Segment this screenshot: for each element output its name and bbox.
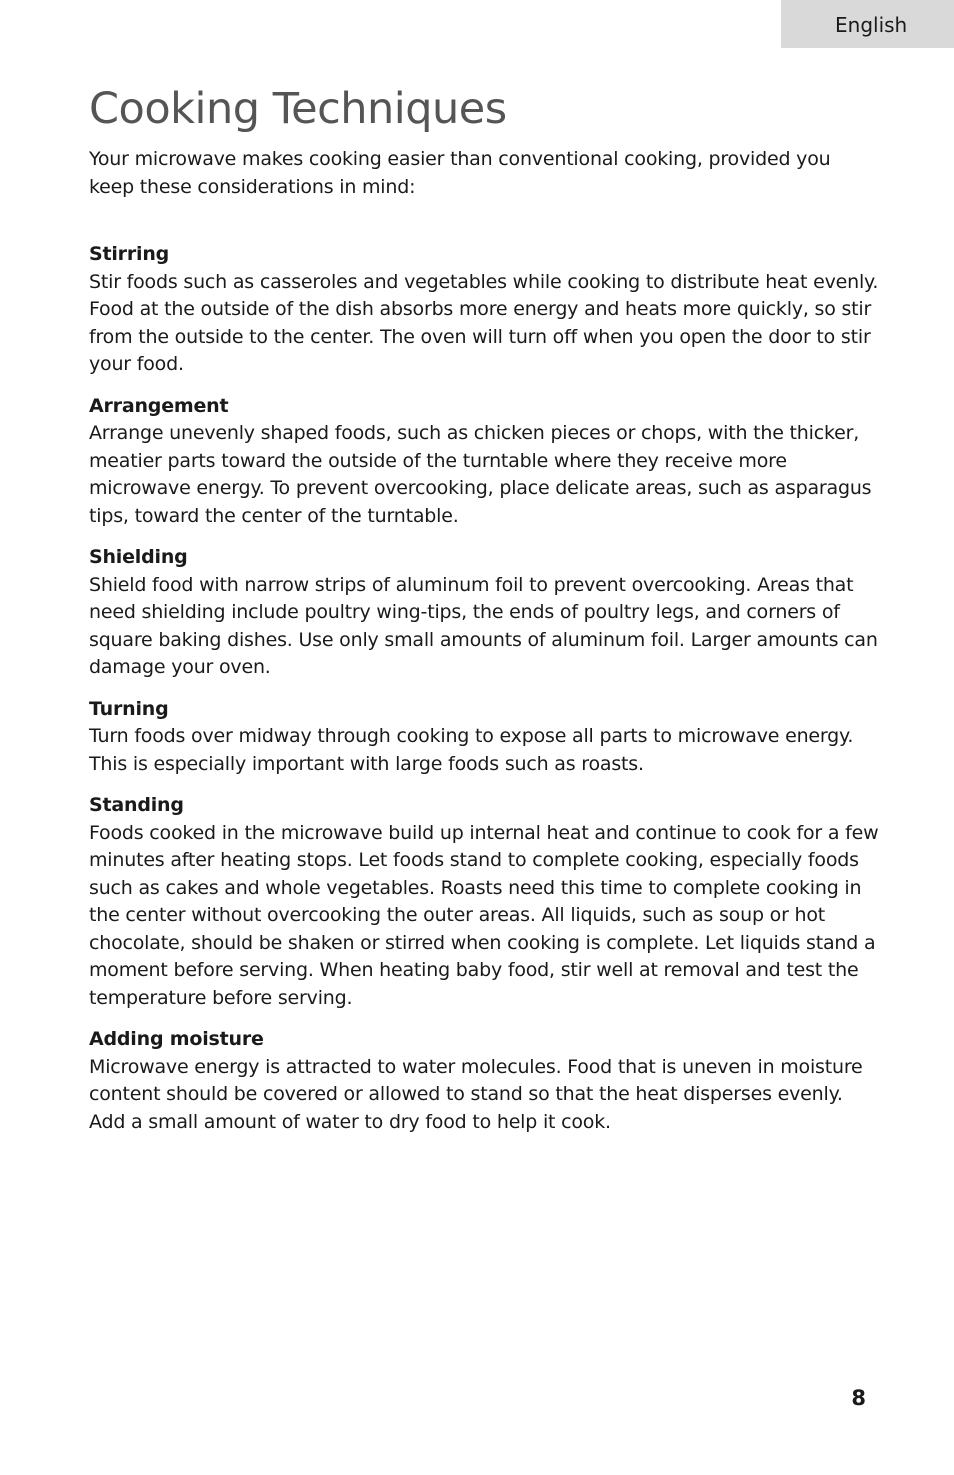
section-body: Arrange unevenly shaped foods, such as chicken pieces or chops, with the thicker, meatier parts toward the outside of the turntable where they receive more microwave energy. To prevent overcooking, place delicate areas, such as asparagus tips, toward the center of the turntable. bbox=[89, 422, 872, 527]
language-tab bbox=[781, 0, 954, 48]
section-body: Foods cooked in the microwave build up internal heat and continue to cook for a few minutes after heating stops. Let foods stand to complete cooking, especially foods such as cakes and whole vegetables. Roasts need this time to complete cooking in the center without overcooking the outer areas. All liquids, such as soup or hot chocolate, should be shaken or stirred when cooking is complete. Let liquids stand a moment before serving. When heating baby food, stir well at removal and test the temperature before serving. bbox=[89, 821, 879, 1009]
page-content bbox=[89, 80, 879, 1136]
section-body: Shield food with narrow strips of aluminum foil to prevent overcooking. Areas that need shielding include poultry wing-tips, the ends of poultry legs, and corners of square baking dishes. Use only small amounts of aluminum foil. Larger amounts can damage your oven. bbox=[89, 573, 878, 678]
section-body: Stir foods such as casseroles and vegetables while cooking to distribute heat evenly. Food at the outside of the dish absorbs more energy and heats more quickly, so stir from the outside to the center. The oven will turn off when you open the door to stir your food. bbox=[89, 270, 879, 375]
section-heading: Adding moisture bbox=[89, 1028, 264, 1050]
section-heading: Stirring bbox=[89, 243, 170, 265]
language-label: English bbox=[835, 13, 908, 37]
section-body: Turn foods over midway through cooking to expose all parts to microwave energy. This is especially important with large foods such as roasts. bbox=[89, 725, 854, 775]
section-stirring bbox=[89, 241, 879, 379]
section-shielding bbox=[89, 544, 879, 682]
section-heading: Shielding bbox=[89, 546, 188, 568]
page-title: Cooking Techniques bbox=[89, 84, 507, 134]
section-heading: Standing bbox=[89, 794, 184, 816]
section-arrangement bbox=[89, 393, 879, 531]
intro-paragraph: Your microwave makes cooking easier than conventional cooking, provided you keep these considerations in mind: bbox=[89, 148, 831, 198]
page-number: 8 bbox=[851, 1386, 866, 1410]
section-heading: Arrangement bbox=[89, 394, 229, 417]
section-standing bbox=[89, 792, 879, 1012]
section-body: Microwave energy is attracted to water molecules. Food that is uneven in moisture content should be covered or allowed to stand so that the heat disperses evenly. Add a small amount of water to dry food to help it cook. bbox=[89, 1055, 863, 1133]
section-heading: Turning bbox=[89, 697, 169, 720]
section-adding-moisture bbox=[89, 1026, 879, 1136]
section-turning bbox=[89, 696, 879, 779]
